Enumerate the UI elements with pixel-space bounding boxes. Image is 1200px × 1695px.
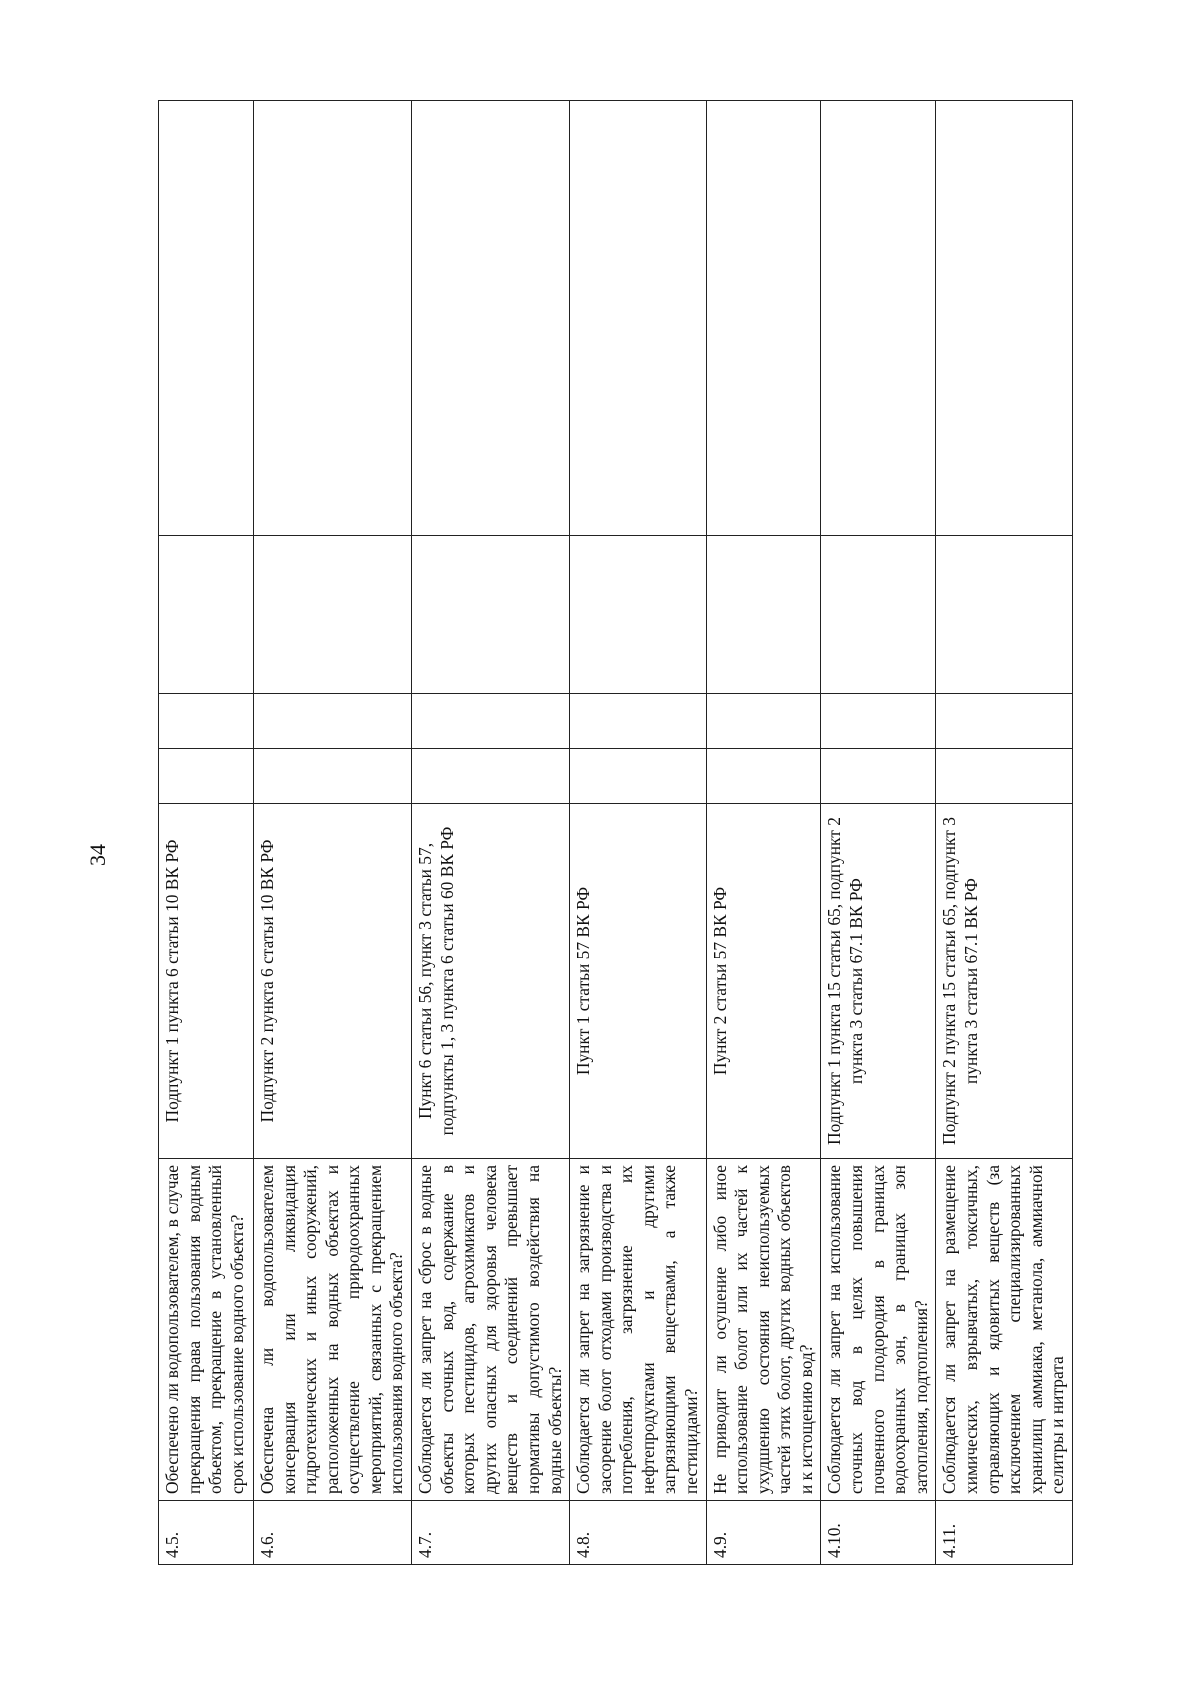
empty-cell bbox=[570, 536, 706, 694]
empty-cell bbox=[821, 749, 936, 804]
empty-cell bbox=[821, 536, 936, 694]
row-question: Соблюдается ли запрет на использование сточных вод в целях повышения почвенного плодородия в границах водоохранных зон, в границах зон затопления, подтопления? bbox=[821, 1159, 936, 1501]
row-reference: Подпункт 2 пункта 15 статьи 65, подпункт 3 пункта 3 статьи 67.1 ВК РФ bbox=[936, 804, 1072, 1159]
table-row bbox=[821, 101, 936, 1565]
empty-cell bbox=[821, 101, 936, 536]
empty-cell bbox=[706, 749, 821, 804]
empty-cell bbox=[412, 694, 570, 749]
row-reference: Подпункт 1 пункта 6 статьи 10 ВК РФ bbox=[159, 804, 254, 1159]
checklist-table bbox=[158, 100, 1073, 1565]
empty-cell bbox=[254, 101, 412, 536]
checklist-table-rotated bbox=[158, 101, 1068, 1565]
table-row bbox=[412, 101, 570, 1565]
empty-cell bbox=[254, 694, 412, 749]
empty-cell bbox=[159, 101, 254, 536]
row-reference: Подпункт 1 пункта 15 статьи 65, подпункт 2 пункта 3 статьи 67.1 ВК РФ bbox=[821, 804, 936, 1159]
row-question: Соблюдается ли запрет на загрязнение и засорение болот отходами производства и потребления, загрязнение их нефтепродуктами и другими загрязняющими веществами, а также пестицидами? bbox=[570, 1159, 706, 1501]
empty-cell bbox=[706, 694, 821, 749]
row-number: 4.8. bbox=[570, 1501, 706, 1565]
empty-cell bbox=[412, 749, 570, 804]
row-question: Соблюдается ли запрет на сброс в водные объекты сточных вод, содержание в которых пестицидов, агрохимикатов и других опасных для здоровья человека веществ и соединений превышает нормативы допустимого воздействия на водные объекты? bbox=[412, 1159, 570, 1501]
empty-cell bbox=[412, 101, 570, 536]
row-number: 4.6. bbox=[254, 1501, 412, 1565]
table-row bbox=[706, 101, 821, 1565]
empty-cell bbox=[936, 694, 1072, 749]
empty-cell bbox=[570, 694, 706, 749]
page-number: 34 bbox=[85, 844, 110, 866]
row-number: 4.11. bbox=[936, 1501, 1072, 1565]
row-number: 4.5. bbox=[159, 1501, 254, 1565]
row-reference: Пункт 2 статьи 57 ВК РФ bbox=[706, 804, 821, 1159]
empty-cell bbox=[159, 694, 254, 749]
row-number: 4.7. bbox=[412, 1501, 570, 1565]
empty-cell bbox=[821, 694, 936, 749]
empty-cell bbox=[254, 749, 412, 804]
row-reference: Пункт 1 статьи 57 ВК РФ bbox=[570, 804, 706, 1159]
empty-cell bbox=[412, 536, 570, 694]
table-row bbox=[936, 101, 1072, 1565]
empty-cell bbox=[159, 536, 254, 694]
row-question: Соблюдается ли запрет на размещение химических, взрывчатых, токсичных, отравляющих и ядовитых веществ (за исключением специализированных хранилищ аммиака, метанола, аммиачной селитры и нитрата bbox=[936, 1159, 1072, 1501]
row-number: 4.10. bbox=[821, 1501, 936, 1565]
table-row bbox=[570, 101, 706, 1565]
empty-cell bbox=[254, 536, 412, 694]
row-reference: Пункт 6 статьи 56, пункт 3 статьи 57, подпункты 1, 3 пункта 6 статьи 60 ВК РФ bbox=[412, 804, 570, 1159]
empty-cell bbox=[706, 536, 821, 694]
table-row bbox=[254, 101, 412, 1565]
empty-cell bbox=[936, 101, 1072, 536]
row-question: Не приводит ли осушение либо иное использование болот или их частей к ухудшению состояния неиспользуемых частей этих болот, других водных объектов и к истощению вод? bbox=[706, 1159, 821, 1501]
empty-cell bbox=[570, 101, 706, 536]
row-question: Обеспечена ли водопользователем консервация или ликвидация гидротехнических и иных сооружений, расположенных на водных объектах и осуществление природоохранных мероприятий, связанных с прекращением использования водного объекта? bbox=[254, 1159, 412, 1501]
table-row bbox=[159, 101, 254, 1565]
row-question: Обеспечено ли водопользователем, в случае прекращения права пользования водным объектом, прекращение в установленный срок использование водного объекта? bbox=[159, 1159, 254, 1501]
empty-cell bbox=[570, 749, 706, 804]
empty-cell bbox=[936, 749, 1072, 804]
empty-cell bbox=[706, 101, 821, 536]
empty-cell bbox=[159, 749, 254, 804]
empty-cell bbox=[936, 536, 1072, 694]
row-reference: Подпункт 2 пункта 6 статьи 10 ВК РФ bbox=[254, 804, 412, 1159]
row-number: 4.9. bbox=[706, 1501, 821, 1565]
